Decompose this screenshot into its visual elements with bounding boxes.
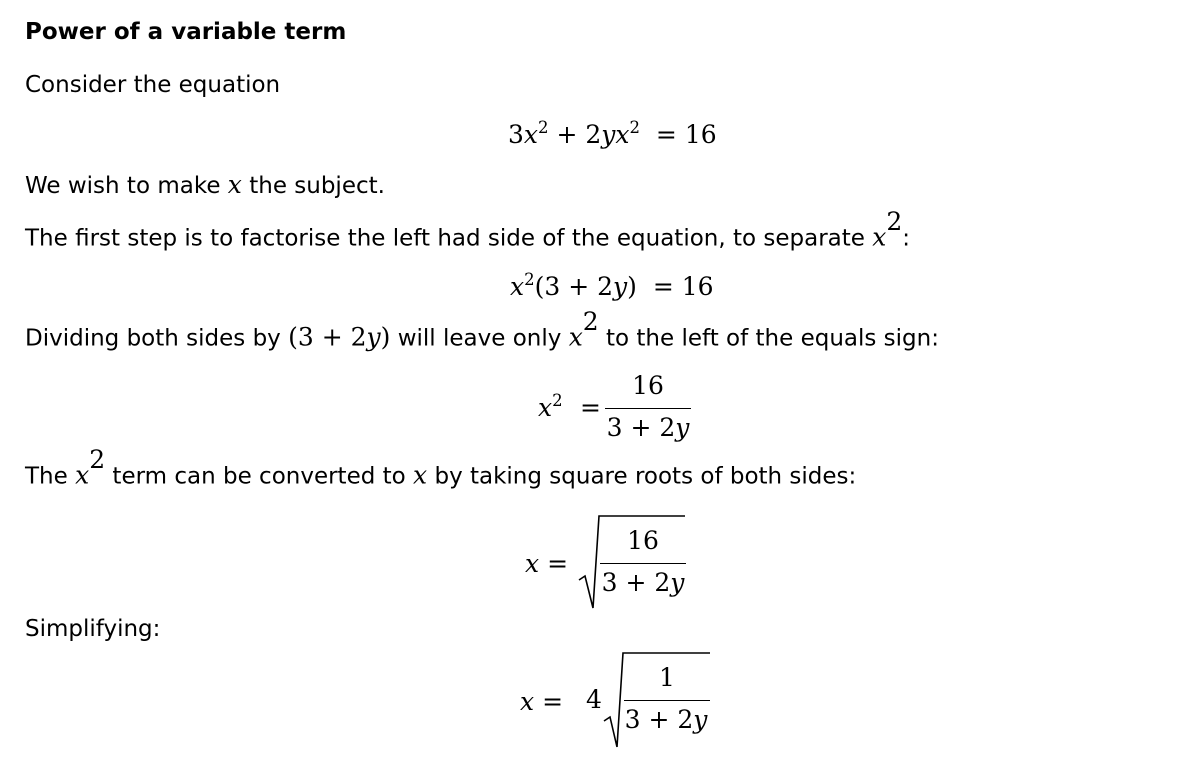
step3-text: The $x^2$ term can be converted to x by taking square roots of both sides:: [25, 445, 857, 490]
eq5-coefficient: 4: [586, 685, 602, 714]
eq3-lhs: $x^2$: [538, 390, 563, 422]
step1-text: The first step is to factorise the left had side of the equation, to separate $x^2$:: [25, 207, 911, 252]
wish-text: We wish to make x the subject.: [25, 170, 385, 199]
eq4-denominator: 3 + 2y: [601, 568, 685, 597]
eq3-fraction-bar: [605, 408, 691, 409]
eq4-numerator: 16: [627, 526, 659, 555]
eq5-fraction-bar: [624, 700, 710, 701]
simplify-text: Simplifying:: [25, 616, 161, 642]
eq5-denominator: 3 + 2y: [624, 705, 708, 734]
equation-1: $3x^2 + 2yx^2 = 16$: [508, 117, 717, 149]
eq5-numerator: 1: [659, 663, 675, 692]
eq4-fraction-bar: [600, 563, 686, 564]
page-title: Power of a variable term: [25, 19, 347, 45]
eq5-lhs: x =: [520, 687, 564, 716]
equation-2: $x^2(3 + 2y) = 16$: [510, 269, 714, 301]
eq3-numerator: 16: [632, 371, 664, 400]
intro-text: Consider the equation: [25, 72, 281, 98]
eq3-equals: =: [580, 393, 601, 422]
eq4-lhs: x =: [525, 549, 569, 578]
eq3-denominator: 3 + 2y: [606, 413, 690, 442]
step2-text: Dividing both sides by (3 + 2y) will leave only $x^2$ to the left of the equals sign:: [25, 307, 939, 352]
